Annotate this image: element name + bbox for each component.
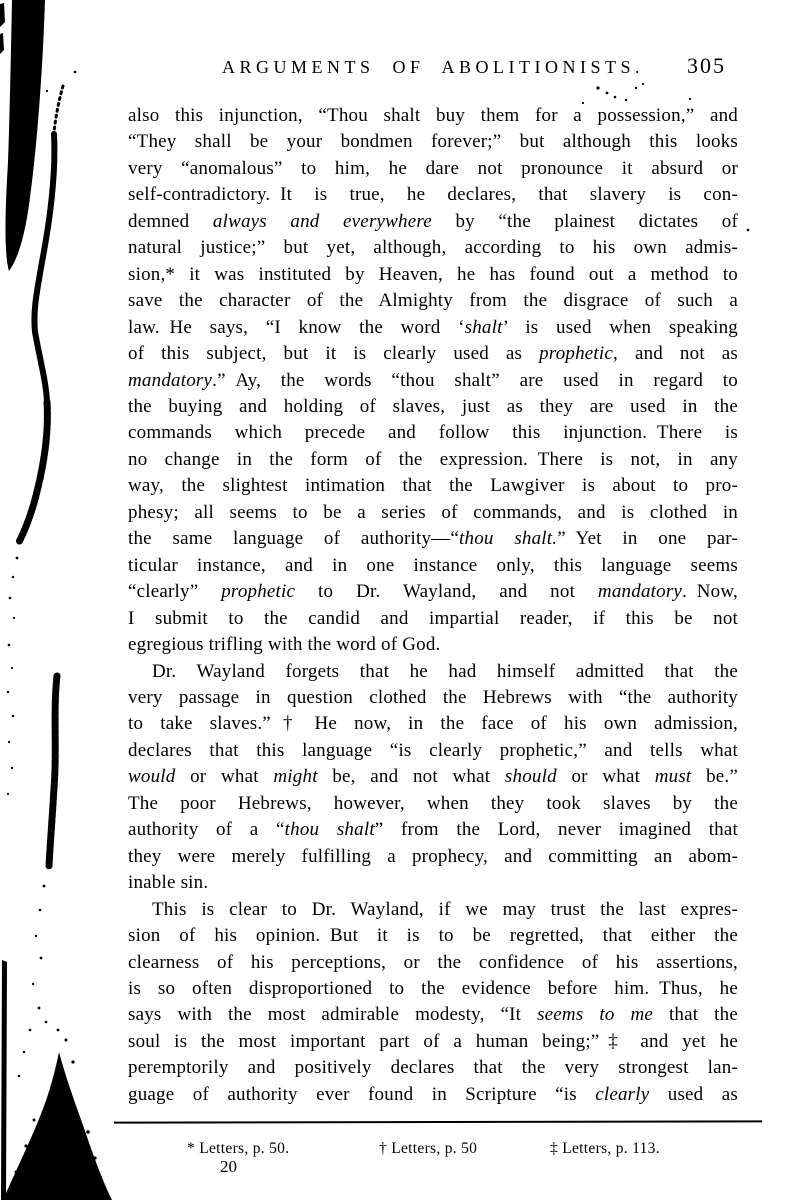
footnote-item xyxy=(187,1140,289,1158)
text-line: ticular instance, and in one instance only, this language seems xyxy=(128,554,738,576)
header-title: ARGUMENTS OF ABOLITIONISTS. xyxy=(221,57,644,77)
text-line: I submit to the candid and impartial reader, if this be not xyxy=(128,607,738,629)
text-line: clearness of his perceptions, or the confidence of his assertions, xyxy=(128,951,738,973)
text-line: peremptorily and positively declares that the very strongest lan- xyxy=(128,1057,738,1079)
text-line: “clearly” prophetic to Dr. Wayland, and not mandatory. Now, xyxy=(128,581,738,603)
text-line: natural justice;” but yet, although, according to his own admis- xyxy=(128,237,738,259)
footnote-item xyxy=(550,1140,660,1158)
text-line: The poor Hebrews, however, when they took slaves by the xyxy=(128,792,738,814)
text-line: sion,* it was instituted by Heaven, he has found out a method to xyxy=(128,263,738,285)
text-line: This is clear to Dr. Wayland, if we may trust the last expres- xyxy=(152,898,738,920)
footnote-symbol: * xyxy=(187,1140,200,1157)
footnote-symbol: † xyxy=(379,1140,392,1157)
text-line: self-contradictory. It is true, he declares, that slavery is con- xyxy=(128,184,738,206)
running-header xyxy=(128,53,738,78)
text-line: soul is the most important part of a human being;”‡ and yet he xyxy=(128,1030,738,1052)
text-line: demned always and everywhere by “the plainest dictates of xyxy=(128,210,738,232)
footnote-symbol: ‡ xyxy=(550,1140,563,1157)
text-line: declares that this language “is clearly prophetic,” and tells what xyxy=(128,739,738,761)
text-line: to take slaves.”† He now, in the face of his own admission, xyxy=(128,713,738,735)
text-line: no change in the form of the expression. There is not, in any xyxy=(128,448,738,470)
footnotes xyxy=(0,1140,808,1176)
footnote-item xyxy=(379,1140,477,1158)
text-line: guage of authority ever found in Scripture “is clearly used as xyxy=(128,1083,738,1105)
footnote-rule xyxy=(114,1120,762,1123)
text-line: also this injunction, “Thou shalt buy them for a possession,” and xyxy=(128,105,738,126)
text-line: save the character of the Almighty from the disgrace of such a xyxy=(128,290,738,312)
text-line: very “anomalous” to him, he dare not pronounce it absurd or xyxy=(128,157,738,179)
body-text xyxy=(128,103,738,1108)
text-line: way, the slightest intimation that the Lawgiver is about to pro- xyxy=(128,475,738,497)
text-line: inable sin. xyxy=(128,872,209,894)
text-line: sion of his opinion. But it is to be regretted, that either the xyxy=(128,925,738,947)
text-line: mandatory.” Ay, the words “thou shalt” are used in regard to xyxy=(128,369,738,391)
text-line: phesy; all seems to be a series of commands, and is clothed in xyxy=(128,501,738,523)
text-line: commands which precede and follow this injunction. There is xyxy=(128,422,738,444)
signature-number: 20 xyxy=(220,1157,237,1176)
footnote-text: Letters, p. 50 xyxy=(391,1140,478,1157)
page-number: 305 xyxy=(687,53,726,78)
text-line: egregious trifling with the word of God. xyxy=(128,634,441,656)
text-line: Dr. Wayland forgets that he had himself admitted that the xyxy=(152,660,738,682)
footnote-text: Letters, p. 50. xyxy=(199,1140,290,1157)
text-line: says with the most admirable modesty, “It seems to me that the xyxy=(128,1004,738,1026)
text-line: they were merely fulfilling a prophecy, and committing an abom- xyxy=(128,845,738,867)
text-line: “They shall be your bondmen forever;” but although this looks xyxy=(128,131,738,153)
text-line: the same language of authority—“thou shalt.” Yet in one par- xyxy=(128,528,738,550)
text-line: the buying and holding of slaves, just as they are used in the xyxy=(128,395,738,417)
text-line: law. He says, “I know the word ‘shalt’ is used when speaking xyxy=(128,316,739,338)
text-line: would or what might be, and not what should or what must be.” xyxy=(128,766,738,788)
text-line: is so often disproportioned to the evidence before him. Thus, he xyxy=(128,977,738,999)
text-line: very passage in question clothed the Hebrews with “the authority xyxy=(128,686,738,708)
text-line: authority of a “thou shalt” from the Lord, never imagined that xyxy=(128,819,738,841)
footnote-text: Letters, p. 113. xyxy=(562,1140,660,1157)
text-line: of this subject, but it is clearly used as prophetic, and not as xyxy=(128,343,738,365)
